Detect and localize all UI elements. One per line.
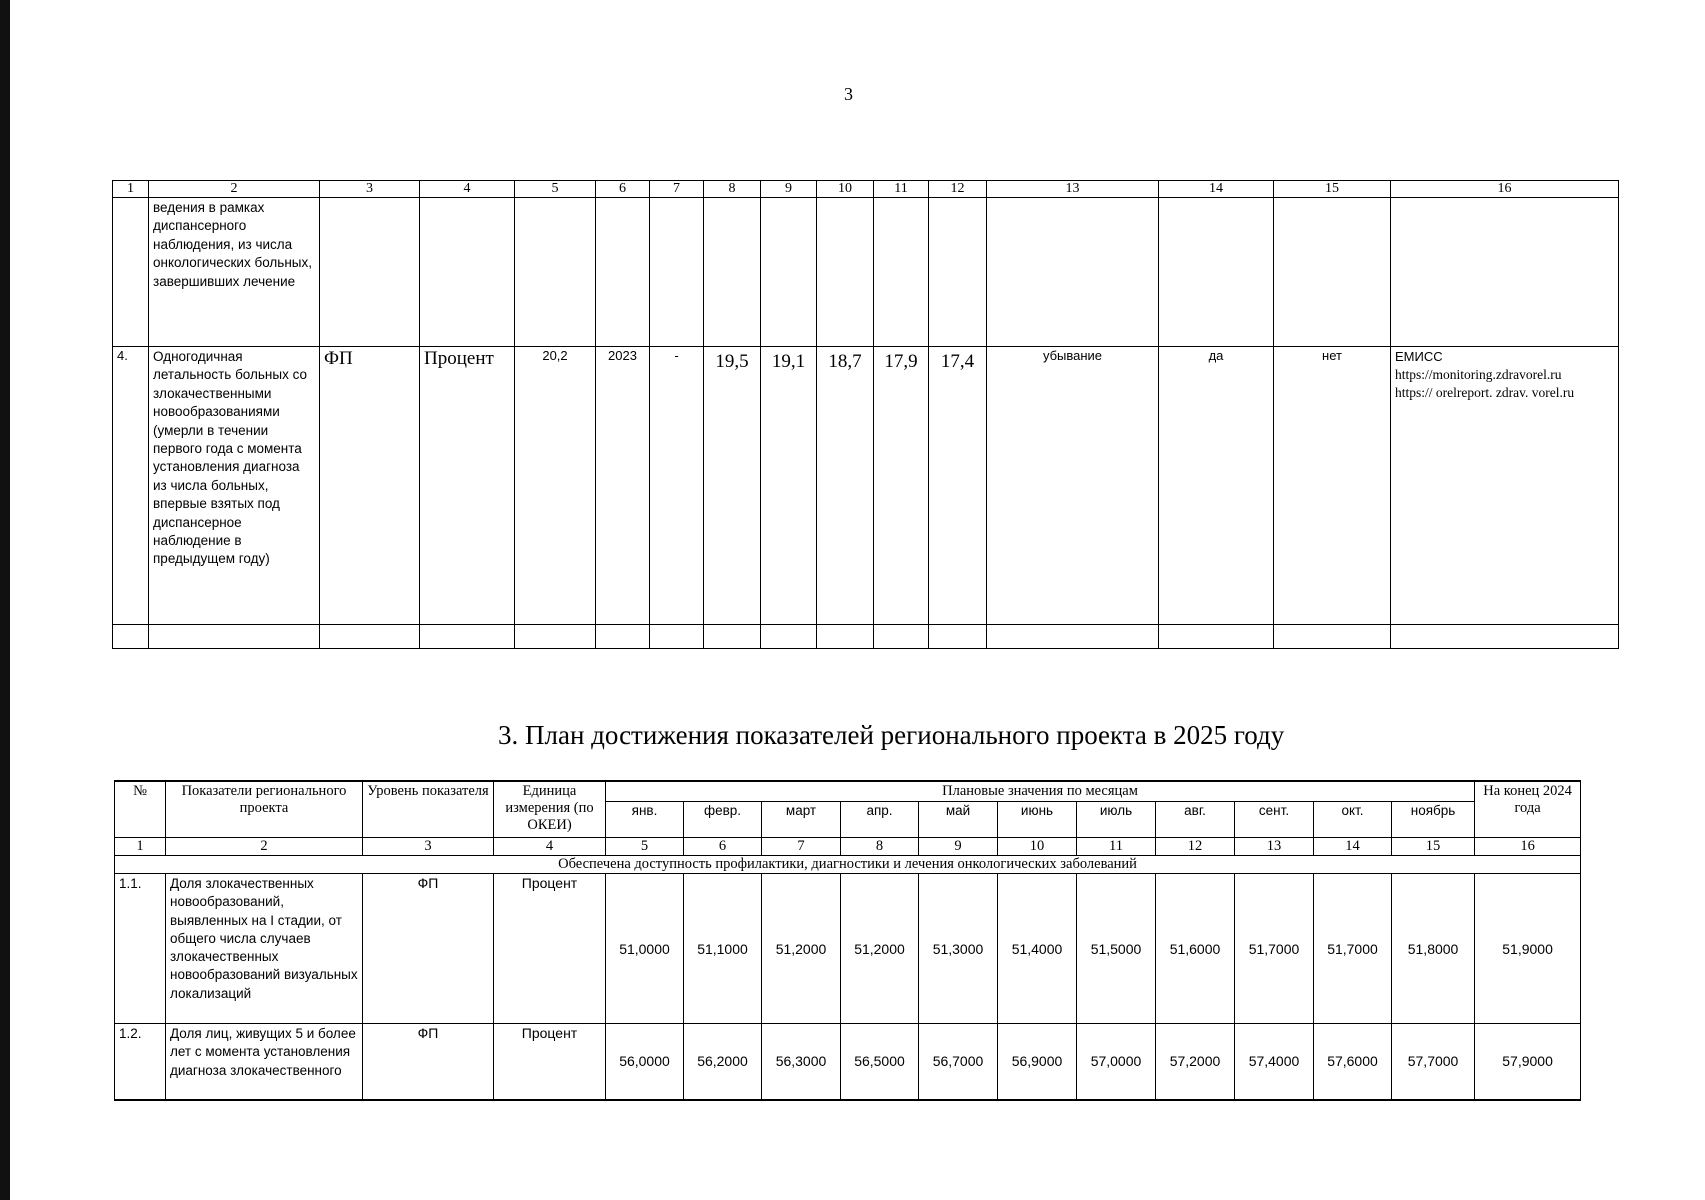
month-jan: янв. [606,802,684,838]
value-end-2024: 51,9000 [1475,874,1581,1024]
col-number: 14 [1314,838,1392,856]
value-oct: 57,6000 [1314,1024,1392,1100]
section-heading: Обеспечена доступность профилактики, диагностики и лечения онкологических заболеваний [115,856,1581,874]
col-number: 1 [115,838,166,856]
month-may: май [919,802,998,838]
value-aug: 57,2000 [1156,1024,1235,1100]
scan-edge [0,0,10,1200]
header-end-2024: На конец 2024 года [1475,781,1581,838]
value-col8: 19,5 [704,347,761,625]
header-planned: Плановые значения по месяцам [606,781,1475,802]
value-oct: 51,7000 [1314,874,1392,1024]
value-mar: 51,2000 [762,874,841,1024]
table-row [113,347,1619,625]
section-title: 3. План достижения показателей регионального проекта в 2025 году [498,720,1285,750]
indicator-level: ФП [320,347,420,625]
col-number: 8 [841,838,919,856]
value-col11: 17,9 [874,347,929,625]
data-source [1391,347,1619,625]
table-row [115,1024,1581,1100]
value-jul: 51,5000 [1077,874,1156,1024]
row-number: 1.2. [115,1024,166,1100]
col-number: 6 [684,838,762,856]
month-jul: июль [1077,802,1156,838]
indicator-name: Доля злокачественных новообразований, выявленных на I стадии, от общего числа случаев злокачественных новообразований визуальных локализаций [166,874,363,1024]
col14-value: да [1159,347,1274,625]
plan-table [114,780,1581,1101]
header-unit: Единица измерения (по ОКЕИ) [494,781,606,838]
col-number: 10 [817,181,874,198]
col-number: 7 [650,181,704,198]
value-aug: 51,6000 [1156,874,1235,1024]
col-number: 12 [929,181,987,198]
indicator-unit: Процент [494,1024,606,1100]
month-aug: авг. [1156,802,1235,838]
col-number: 15 [1274,181,1391,198]
value-feb: 51,1000 [684,874,762,1024]
col-number: 11 [874,181,929,198]
indicator-level: ФП [363,1024,494,1100]
col-number: 11 [1077,838,1156,856]
month-jun: июнь [998,802,1077,838]
col-number: 9 [761,181,817,198]
value-jan: 56,0000 [606,1024,684,1100]
col-number: 8 [704,181,761,198]
source-link: https:// orelreport. zdrav. vorel.ru [1395,385,1575,400]
col-number: 4 [420,181,515,198]
indicator-continuation: ведения в рамках диспансерного наблюдения, из числа онкологических больных, завершивших лечение [149,198,320,347]
value-col12: 17,4 [929,347,987,625]
col-number: 14 [1159,181,1274,198]
value-jul: 57,0000 [1077,1024,1156,1100]
col-number: 4 [494,838,606,856]
source-link: https://monitoring.zdravorel.ru [1395,367,1562,382]
col-number: 5 [606,838,684,856]
row-number: 1.1. [115,874,166,1024]
header-indicators: Показатели регионального проекта [166,781,363,838]
row-number: 4. [113,347,149,625]
value-nov: 57,7000 [1392,1024,1475,1100]
value-nov: 51,8000 [1392,874,1475,1024]
header-level: Уровень показателя [363,781,494,838]
source-emiss: ЕМИСС [1395,349,1443,364]
col-number: 6 [596,181,650,198]
section-row [115,856,1581,874]
col-number: 16 [1391,181,1619,198]
column-number-row [115,838,1581,856]
value-jun: 56,9000 [998,1024,1077,1100]
value-end-2024: 57,9000 [1475,1024,1581,1100]
value-may: 51,3000 [919,874,998,1024]
header-no: № [115,781,166,838]
value-jan: 51,0000 [606,874,684,1024]
value-apr: 56,5000 [841,1024,919,1100]
empty-row [113,625,1619,649]
base-value: 20,2 [515,347,596,625]
col-number: 10 [998,838,1077,856]
column-number-row [113,181,1619,198]
value-sep: 51,7000 [1235,874,1314,1024]
value-apr: 51,2000 [841,874,919,1024]
value-jun: 51,4000 [998,874,1077,1024]
month-mar: март [762,802,841,838]
col-number: 5 [515,181,596,198]
col-number: 2 [166,838,363,856]
col-number: 13 [987,181,1159,198]
page-number: 3 [844,84,853,104]
col7-value: - [650,347,704,625]
indicator-level: ФП [363,874,494,1024]
continuation-row [113,198,1619,347]
month-apr: апр. [841,802,919,838]
col-number: 15 [1392,838,1475,856]
month-nov: ноябрь [1392,802,1475,838]
base-year: 2023 [596,347,650,625]
table-row [115,874,1581,1024]
col-number: 13 [1235,838,1314,856]
indicator-name: Доля лиц, живущих 5 и более лет с момента установления диагноза злокачественного [166,1024,363,1100]
month-sep: сент. [1235,802,1314,838]
col-number: 3 [320,181,420,198]
col-number: 16 [1475,838,1581,856]
value-col10: 18,7 [817,347,874,625]
trend: убывание [987,347,1159,625]
indicators-table-continued [112,180,1619,649]
value-mar: 56,3000 [762,1024,841,1100]
value-sep: 57,4000 [1235,1024,1314,1100]
col-number: 7 [762,838,841,856]
col-number: 1 [113,181,149,198]
value-col9: 19,1 [761,347,817,625]
indicator-name: Одногодичная летальность больных со злокачественными новообразованиями (умерли в течении первого года с момента установления диагноза из числа больных, впервые взятых под диспансерное наблюдение в предыдущем году) [149,347,320,625]
indicator-unit: Процент [420,347,515,625]
col-number: 3 [363,838,494,856]
col-number: 9 [919,838,998,856]
value-may: 56,7000 [919,1024,998,1100]
month-oct: окт. [1314,802,1392,838]
col15-value: нет [1274,347,1391,625]
header-row [115,781,1581,802]
value-feb: 56,2000 [684,1024,762,1100]
indicator-unit: Процент [494,874,606,1024]
month-feb: февр. [684,802,762,838]
col-number: 12 [1156,838,1235,856]
col-number: 2 [149,181,320,198]
